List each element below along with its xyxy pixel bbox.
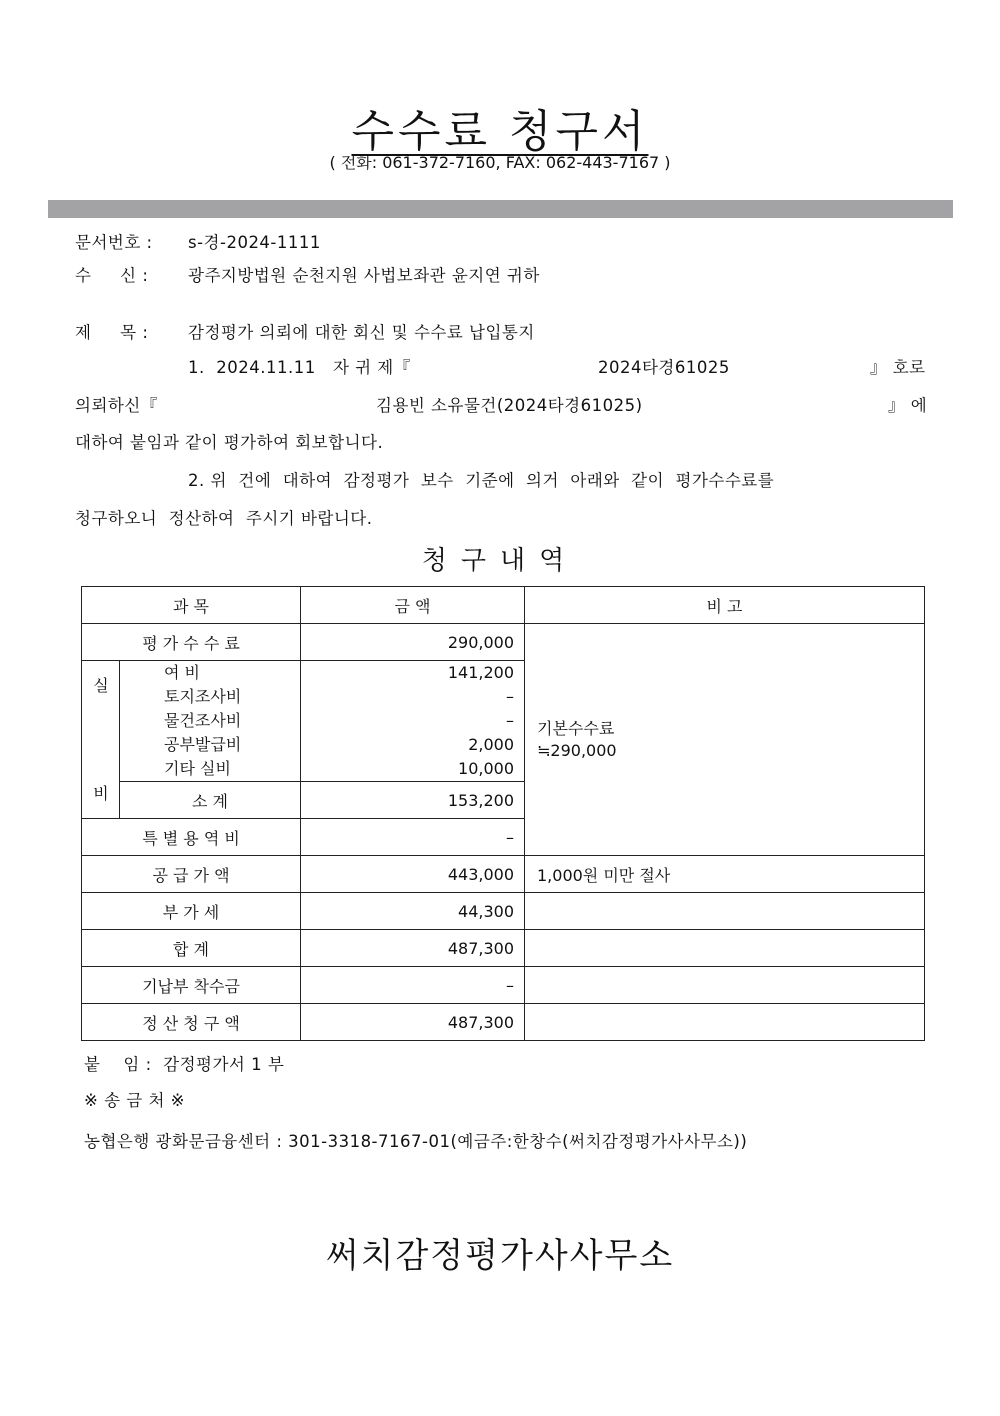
subtotal-value: 153,200 — [301, 782, 525, 819]
expense-side-top: 실 — [93, 676, 109, 695]
paragraph-1-prefix: 1. 2024.11.11 자 귀 제『 — [188, 358, 411, 377]
expense-item-label: 토지조사비 — [164, 687, 242, 706]
expense-item-value: – — [506, 687, 514, 706]
doc-no-label: 문서번호 : — [75, 233, 153, 252]
total-note — [525, 930, 925, 967]
office-name: 써치감정평가사사무소 — [325, 1236, 675, 1276]
table-row — [82, 624, 925, 661]
vat-value: 44,300 — [301, 893, 525, 930]
special-service-label: 특 별 용 역 비 — [82, 819, 301, 856]
final-claim-note — [525, 1004, 925, 1041]
header-divider-bar — [48, 200, 953, 218]
expense-items-values — [301, 661, 525, 782]
table-row — [82, 930, 925, 967]
document-title: 수수료 청구서 — [351, 106, 649, 157]
expense-item-label: 물건조사비 — [164, 711, 242, 730]
paragraph-1-close: 』 호로 — [870, 358, 926, 377]
doc-no-value: s-경-2024-1111 — [188, 233, 321, 252]
expense-item-label: 공부발급비 — [164, 735, 242, 754]
paragraph-1-case-number: 2024타경61025 — [598, 358, 730, 377]
expense-item-value: 2,000 — [468, 735, 514, 754]
header-note: 비 고 — [525, 587, 925, 624]
expense-item-label: 여 비 — [164, 663, 200, 682]
table-row — [82, 856, 925, 893]
paragraph-5: 청구하오니 정산하여 주시기 바랍니다. — [75, 509, 373, 528]
recipient-value: 광주지방법원 순천지원 사법보좌관 윤지연 귀하 — [188, 266, 540, 285]
supply-amount-note: 1,000원 미만 절사 — [525, 856, 925, 893]
expense-side-bottom: 비 — [93, 784, 109, 803]
table-row — [82, 1004, 925, 1041]
prepaid-note — [525, 967, 925, 1004]
expense-item-label: 기타 실비 — [164, 759, 231, 778]
total-value: 487,300 — [301, 930, 525, 967]
remittance-heading: ※ 송 금 처 ※ — [84, 1091, 185, 1110]
remittance-account: 농협은행 광화문금융센터 : 301-3318-7167-01(예금주:한창수(써치감정평가사사무소)) — [84, 1132, 748, 1151]
paragraph-2-prefix: 의뢰하신『 — [75, 396, 158, 415]
expense-items-labels — [120, 661, 301, 782]
paragraph-2-item: 김용빈 소유물건(2024타경61025) — [376, 396, 643, 415]
table-header-row — [82, 587, 925, 624]
paragraph-4: 2. 위 건에 대하여 감정평가 보수 기준에 의거 아래와 같이 평가수수료를 — [188, 471, 775, 490]
expense-item-value: 10,000 — [458, 759, 514, 778]
special-service-value: – — [301, 819, 525, 856]
supply-amount-value: 443,000 — [301, 856, 525, 893]
table-row — [82, 967, 925, 1004]
header-item: 과 목 — [82, 587, 301, 624]
final-claim-value: 487,300 — [301, 1004, 525, 1041]
header-amount: 금 액 — [301, 587, 525, 624]
contact-info: ( 전화: 061-372-7160, FAX: 062-443-7167 ) — [329, 153, 671, 172]
fee-label: 평 가 수 수 료 — [82, 624, 301, 661]
base-fee-note-value: ≒290,000 — [537, 740, 617, 760]
expense-item-value: – — [506, 711, 514, 730]
paragraph-3: 대하여 붙임과 같이 평가하여 회보합니다. — [75, 433, 384, 452]
base-fee-note — [525, 624, 925, 856]
subject-value: 감정평가 의뢰에 대한 회신 및 수수료 납입통지 — [188, 323, 535, 342]
recipient-label: 수 신 : — [75, 266, 149, 285]
prepaid-value: – — [301, 967, 525, 1004]
table-row — [82, 893, 925, 930]
subject-label: 제 목 : — [75, 323, 149, 342]
vat-label: 부 가 세 — [82, 893, 301, 930]
fee-value: 290,000 — [301, 624, 525, 661]
base-fee-note-label: 기본수수료 — [537, 718, 615, 738]
paragraph-2-close: 』 에 — [888, 396, 928, 415]
section-title: 청구내역 — [421, 546, 579, 576]
final-claim-label: 정 산 청 구 액 — [82, 1004, 301, 1041]
vat-note — [525, 893, 925, 930]
total-label: 합 계 — [82, 930, 301, 967]
expense-item-value: 141,200 — [447, 663, 514, 682]
fee-table — [81, 586, 925, 1041]
attachment-line: 붙 임 : 감정평가서 1 부 — [84, 1055, 285, 1074]
subtotal-label: 소 계 — [120, 782, 301, 819]
prepaid-label: 기납부 착수금 — [82, 967, 301, 1004]
supply-amount-label: 공 급 가 액 — [82, 856, 301, 893]
expense-side-label — [82, 661, 120, 819]
